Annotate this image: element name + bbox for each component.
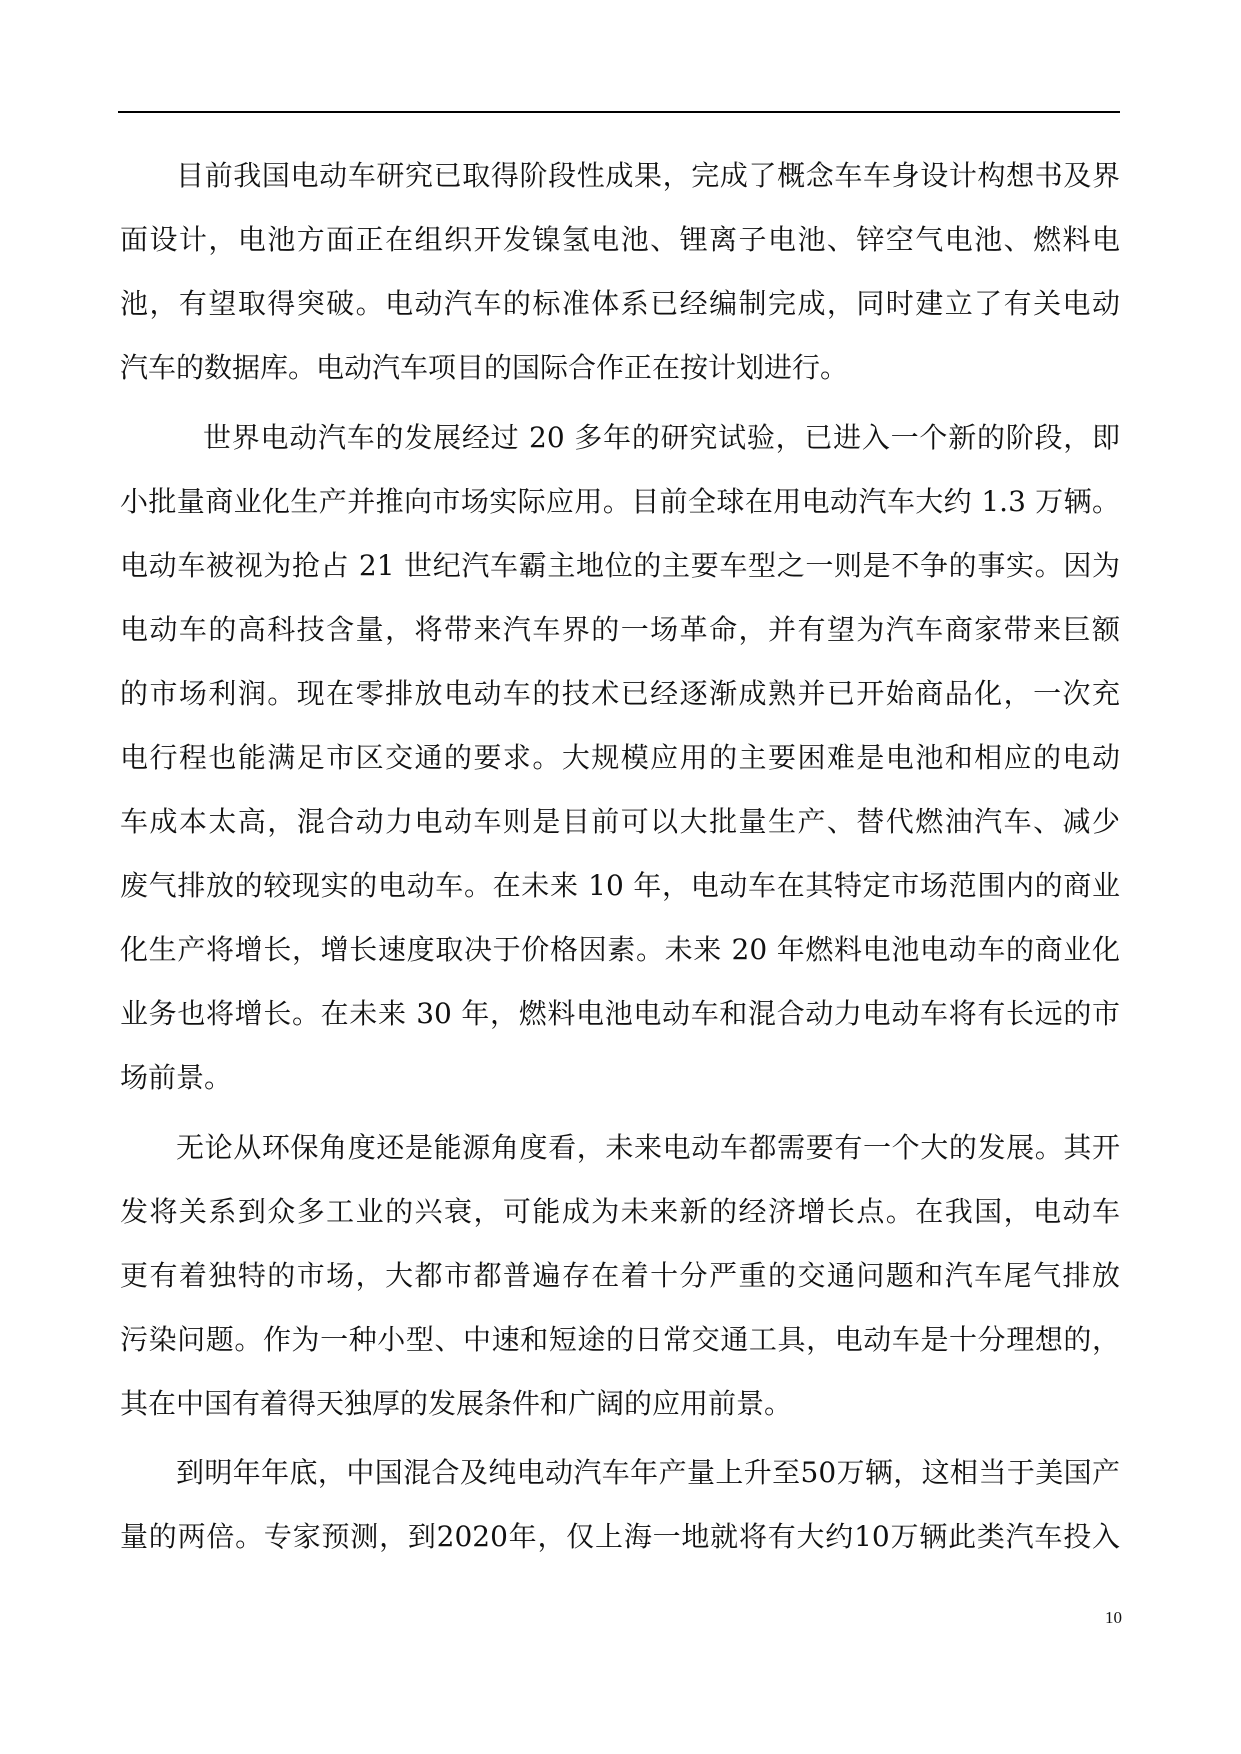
text-line: 量的两倍。专家预测，到2020年，仅上海一地就将有大约10万辆此类汽车投入 [120,1520,1120,1553]
text-line: 面设计，电池方面正在组织开发镍氢电池、锂离子电池、锌空气电池、燃料电 [120,223,1120,256]
text-line: 到明年年底，中国混合及纯电动汽车年产量上升至50万辆，这相当于美国产 [176,1456,1120,1489]
text-line: 无论从环保角度还是能源角度看，未来电动车都需要有一个大的发展。其开 [176,1131,1120,1164]
text-line: 更有着独特的市场，大都市都普遍存在着十分严重的交通问题和汽车尾气排放 [120,1259,1120,1292]
text-line: 电动车的高科技含量，将带来汽车界的一场革命，并有望为汽车商家带来巨额 [120,613,1120,646]
text-line: 池，有望取得突破。电动汽车的标准体系已经编制完成，同时建立了有关电动 [120,287,1120,320]
text-line: 发将关系到众多工业的兴衰，可能成为未来新的经济增长点。在我国，电动车 [120,1195,1120,1228]
text-line: 的市场利润。现在零排放电动车的技术已经逐渐成熟并已开始商品化，一次充 [120,677,1120,710]
text-line: 电动车被视为抢占 21 世纪汽车霸主地位的主要车型之一则是不争的事实。因为 [120,549,1120,582]
text-line: 化生产将增长，增长速度取决于价格因素。未来 20 年燃料电池电动车的商业化 [120,933,1120,966]
page-number: 10 [1105,1608,1122,1627]
text-line: 目前我国电动车研究已取得阶段性成果，完成了概念车车身设计构想书及界 [176,159,1120,192]
text-line: 汽车的数据库。电动汽车项目的国际合作正在按计划进行。 [120,351,849,384]
text-line: 电行程也能满足市区交通的要求。大规模应用的主要困难是电池和相应的电动 [120,741,1120,774]
text-line: 场前景。 [120,1061,233,1094]
text-line: 污染问题。作为一种小型、中速和短途的日常交通工具，电动车是十分理想的， [120,1323,1120,1356]
header-rule [118,111,1120,113]
text-line: 其在中国有着得天独厚的发展条件和广阔的应用前景。 [120,1387,793,1420]
text-line: 小批量商业化生产并推向市场实际应用。目前全球在用电动汽车大约 1.3 万辆。 [120,485,1120,518]
text-line: 废气排放的较现实的电动车。在未来 10 年，电动车在其特定市场范围内的商业 [120,869,1120,902]
text-line: 业务也将增长。在未来 30 年，燃料电池电动车和混合动力电动车将有长远的市 [120,997,1120,1030]
text-line: 车成本太高，混合动力电动车则是目前可以大批量生产、替代燃油汽车、减少 [120,805,1120,838]
text-line: 世界电动汽车的发展经过 20 多年的研究试验，已进入一个新的阶段，即 [203,421,1120,454]
